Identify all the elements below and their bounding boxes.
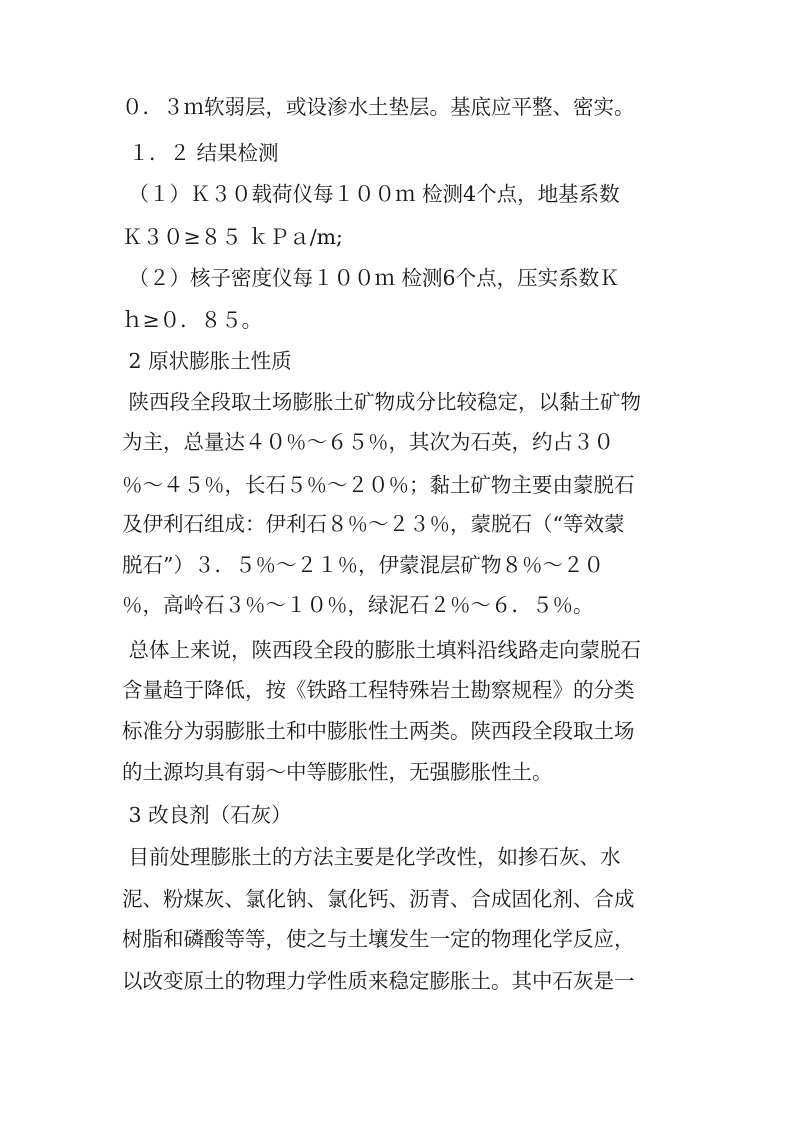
text-line-3: （１）Ｋ３０载荷仪每１００ｍ 检测4个点，地基系数	[122, 182, 620, 206]
text-line-5: （２）核子密度仪每１００ｍ 检测6个点，压实系数Ｋ	[122, 266, 620, 290]
text-line-4: Ｋ３０≥８５ ｋＰａ/m;	[122, 225, 343, 249]
text-line-1: ０．３ｍ软弱层，或设渗水土垫层。基底应平整、密实。	[122, 95, 635, 119]
text-line-11: 及伊利石组成：伊利石８％～２３％，蒙脱石（“等效蒙	[122, 512, 625, 536]
text-line-10: ％～４５％，长石５％～２０％；黏土矿物主要由蒙脱石	[122, 473, 635, 497]
text-line-17: 的土源均具有弱～中等膨胀性，无强膨胀性土。	[122, 760, 553, 784]
text-line-15: 含量趋于降低，按《铁路工程特殊岩土勘察规程》的分类	[122, 678, 635, 702]
text-line-21: 树脂和磷酸等等，使之与土壤发生一定的物理化学反应，	[122, 927, 635, 951]
text-line-13: ％，高岭石３％～１０％，绿泥石２％～６．５％。	[122, 593, 594, 617]
section-heading-1-2: １．２ 结果检测	[122, 141, 279, 165]
text-line-8: 陕西段全段取土场膨胀土矿物成分比较稳定，以黏土矿物	[122, 390, 642, 414]
text-line-14: 总体上来说，陕西段全段的膨胀土填料沿线路走向蒙脱石	[122, 638, 642, 662]
section-heading-2: 2 原状膨胀土性质	[122, 349, 292, 373]
text-line-16: 标准分为弱膨胀土和中膨胀性土两类。陕西段全段取土场	[122, 719, 635, 743]
text-line-6: ｈ≥０．８５。	[122, 308, 263, 332]
text-line-20: 泥、粉煤灰、氯化钠、氯化钙、沥青、合成固化剂、合成	[122, 887, 635, 911]
text-line-19: 目前处理膨胀土的方法主要是化学改性，如掺石灰、水	[122, 845, 621, 869]
section-heading-3: 3 改良剂（石灰）	[122, 803, 292, 827]
text-line-9: 为主，总量达４０％～６５％，其次为石英，约占３０	[122, 430, 614, 454]
text-line-12: 脱石”）３．５％～２１％，伊蒙混层矿物８％～２０	[122, 553, 604, 577]
text-line-22: 以改变原土的物理力学性质来稳定膨胀土。其中石灰是一	[122, 969, 635, 993]
